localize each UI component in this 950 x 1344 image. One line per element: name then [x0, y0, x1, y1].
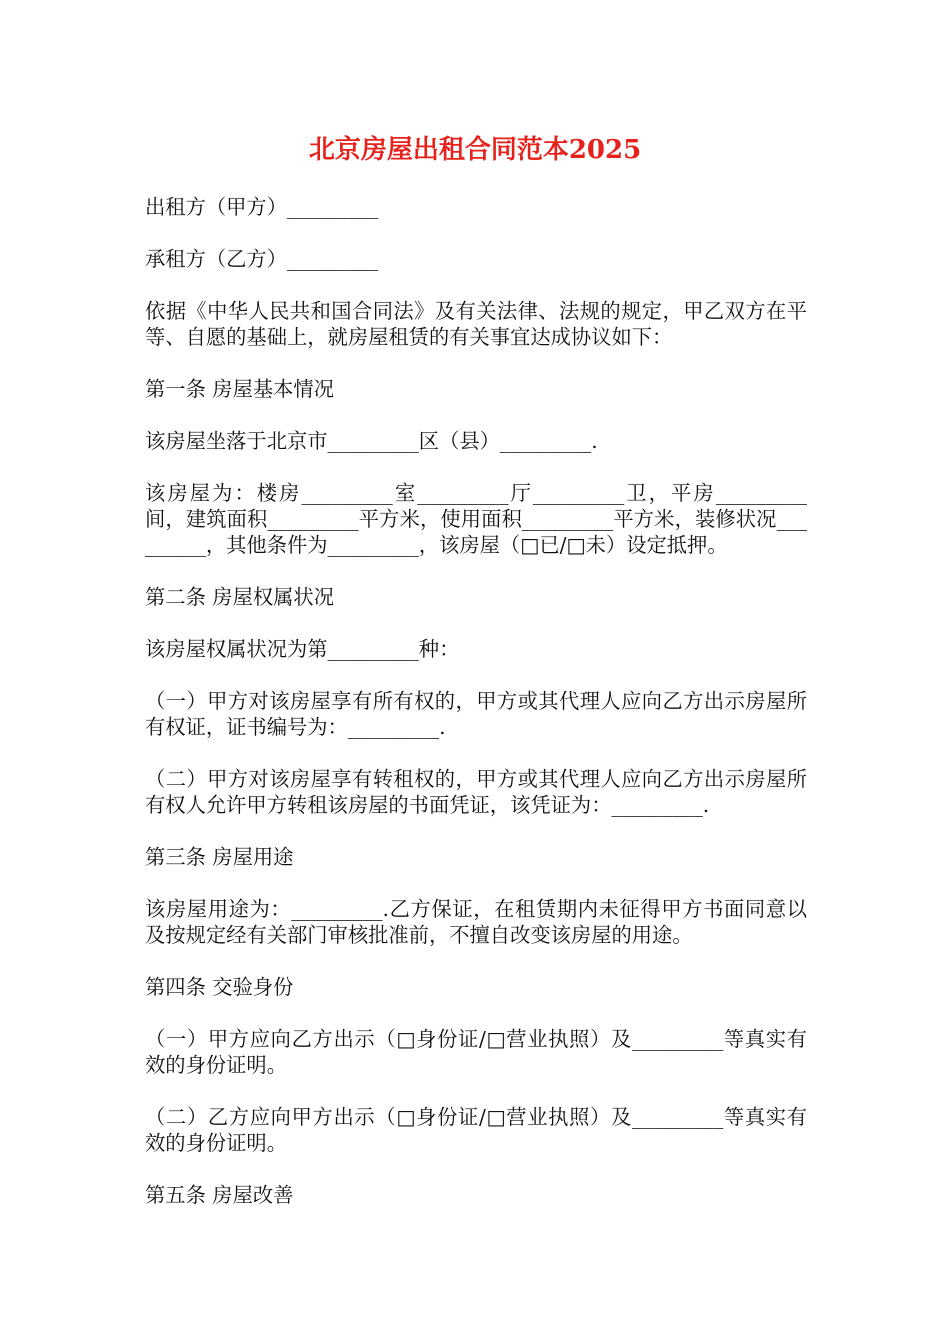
party-b-line: 承租方（乙方）_________: [145, 247, 379, 271]
party-a-line: 出租方（甲方）_________: [145, 195, 379, 219]
article-4-heading: 第四条 交验身份: [145, 975, 294, 999]
article-2-status: 该房屋权属状况为第_________种：: [145, 637, 460, 661]
document-title: 北京房屋出租合同范本2025: [308, 135, 642, 165]
document-body: [145, 194, 807, 1234]
article-2-clause-1: （一）甲方对该房屋享有所有权的，甲方或其代理人应向乙方出示房屋所有权证，证书编号为：_________.: [145, 689, 807, 739]
article-4-clause-1: （一）甲方应向乙方出示（□身份证/□营业执照）及_________等真实有效的身份证明。: [145, 1027, 807, 1077]
article-1-location: 该房屋坐落于北京市_________区（县）_________.: [145, 429, 598, 453]
article-5-heading: 第五条 房屋改善: [145, 1183, 294, 1207]
article-2-heading: 第二条 房屋权属状况: [145, 585, 334, 609]
article-1-details: 该房屋为：楼房_________室_________厅_________卫，平房_________间，建筑面积_________平方米，使用面积_________平方米，装修状况_________，其他条件为_________，该房屋（□已/□未）设定抵押。: [145, 481, 807, 557]
article-1-heading: 第一条 房屋基本情况: [145, 377, 334, 401]
preamble-paragraph: 依据《中华人民共和国合同法》及有关法律、法规的规定，甲乙双方在平等、自愿的基础上，就房屋租赁的有关事宜达成协议如下：: [145, 299, 807, 349]
article-4-clause-2: （二）乙方应向甲方出示（□身份证/□营业执照）及_________等真实有效的身份证明。: [145, 1105, 807, 1155]
article-3-heading: 第三条 房屋用途: [145, 845, 294, 869]
article-2-clause-2: （二）甲方对该房屋享有转租权的，甲方或其代理人应向乙方出示房屋所有权人允许甲方转租该房屋的书面凭证，该凭证为：_________.: [145, 767, 807, 817]
article-3-usage: 该房屋用途为：_________.乙方保证，在租赁期内未征得甲方书面同意以及按规定经有关部门审核批准前，不擅自改变该房屋的用途。: [145, 897, 807, 947]
